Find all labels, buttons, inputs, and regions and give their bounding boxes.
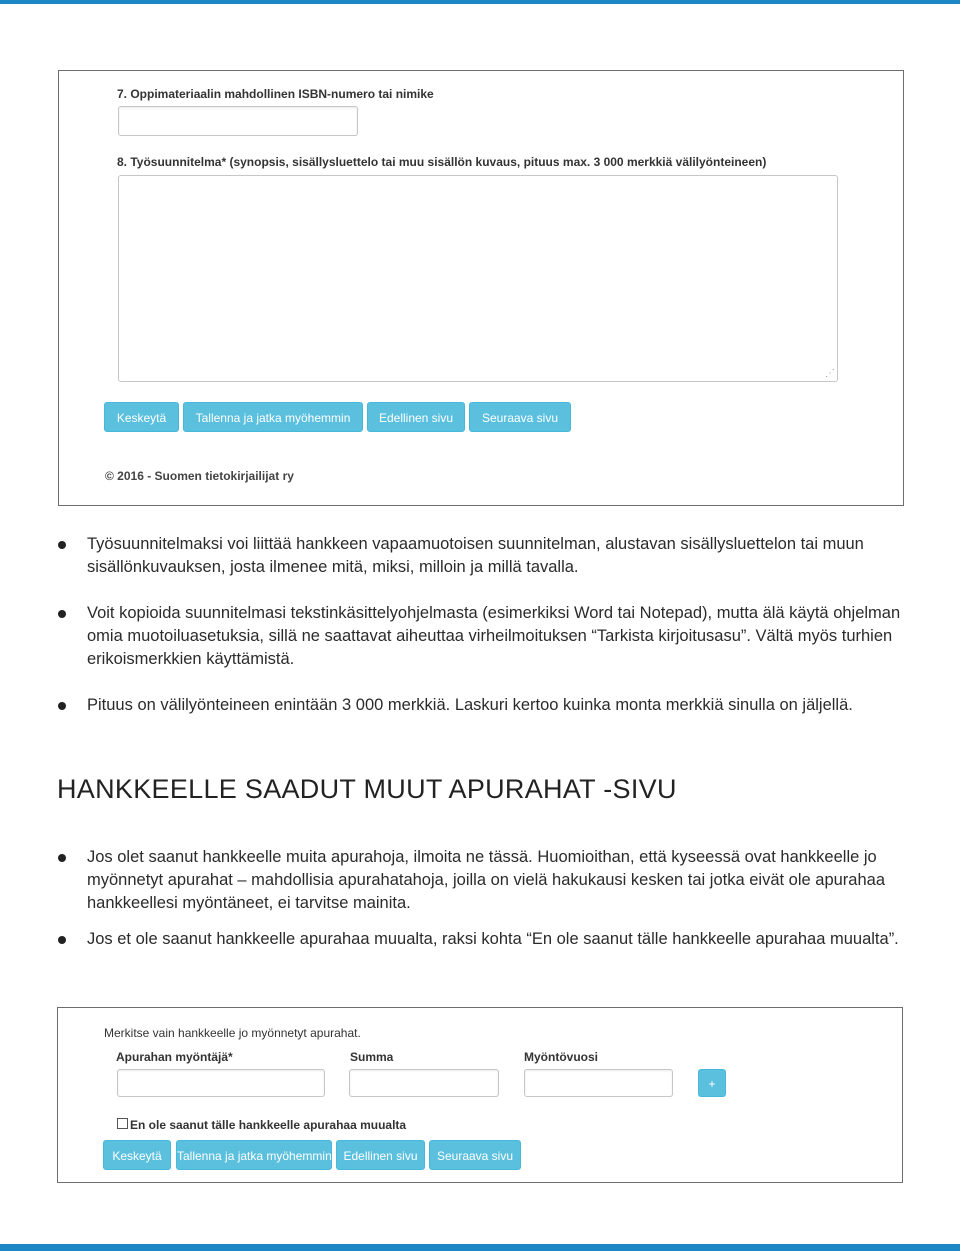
list-item: Työsuunnitelmaksi voi liittää hankkeen vapaamuotoisen suunnitelman, alustavan sisällysluettelon tai muun sisällönkuvauksen, josta ilmenee mitä, miksi, milloin ja millä tavalla. [58, 533, 918, 579]
year-input[interactable] [524, 1069, 673, 1097]
cancel-button[interactable]: Keskeytä [103, 1140, 171, 1170]
list-item: Jos et ole saanut hankkeelle apurahaa muualta, raksi kohta “En ole saanut tälle hankkeelle apurahaa muualta”. [58, 928, 918, 951]
bullet-icon [58, 610, 66, 618]
work-plan-label: 8. Työsuunnitelma* (synopsis, sisällysluettelo tai muu sisällön kuvaus, pituus max. 3 000 merkkiä välilyönteineen) [117, 155, 767, 169]
top-accent-bar [0, 0, 960, 4]
form-screenshot-other-grants [57, 1007, 903, 1183]
form-screenshot-work-plan [58, 70, 904, 506]
list-item: Pituus on välilyönteineen enintään 3 000 merkkiä. Laskuri kertoo kuinka monta merkkiä sinulla on jäljellä. [58, 694, 918, 717]
amount-label: Summa [350, 1050, 394, 1064]
next-page-button[interactable]: Seuraava sivu [469, 402, 571, 432]
isbn-input[interactable] [118, 106, 358, 136]
list-item: Voit kopioida suunnitelmasi tekstinkäsittelyohjelmasta (esimerkiksi Word tai Notepad), mutta älä käytä ohjelman omia muotoiluasetuksia, sillä ne saattavat aiheuttaa virheilmoituksen “Tarkista kirjoitusasu”. Vältä myös turhien erikoismerkkien käyttämistä. [58, 602, 918, 671]
bullet-icon [58, 702, 66, 710]
bullet-icon [58, 541, 66, 549]
save-continue-later-button[interactable]: Tallenna ja jatka myöhemmin [183, 402, 363, 432]
amount-input[interactable] [349, 1069, 499, 1097]
list-item: Jos olet saanut hankkeelle muita apurahoja, ilmoita ne tässä. Huomioithan, että kyseessä ovat hankkeelle jo myönnetyt apurahat – mahdollisia apurahatahoja, joilla on vielä hakukausi kesken tai jotka eivät ole apurahaa hankkeellesi myöntäneet, ei tarvitse mainita. [58, 846, 918, 915]
copyright-text: © 2016 - Suomen tietokirjailijat ry [105, 469, 294, 483]
grantor-label: Apurahan myöntäjä* [116, 1050, 233, 1064]
no-other-grants-label: En ole saanut tälle hankkeelle apurahaa muualta [130, 1118, 407, 1132]
work-plan-instructions [58, 533, 918, 717]
previous-page-button[interactable]: Edellinen sivu [367, 402, 465, 432]
no-other-grants-checkbox[interactable] [117, 1118, 128, 1129]
resize-grip-icon[interactable]: ⋰ [825, 368, 835, 379]
work-plan-textarea[interactable] [118, 175, 838, 382]
grantor-input[interactable] [117, 1069, 325, 1097]
previous-page-button[interactable]: Edellinen sivu [336, 1140, 425, 1170]
other-grants-instructions [58, 846, 918, 951]
add-grant-button[interactable]: + [698, 1069, 726, 1097]
section-heading: HANKKEELLE SAADUT MUUT APURAHAT -SIVU [57, 774, 677, 804]
year-label: Myöntövuosi [524, 1050, 598, 1064]
bullet-icon [58, 854, 66, 862]
save-continue-later-button[interactable]: Tallenna ja jatka myöhemmin [176, 1140, 332, 1170]
bullet-icon [58, 936, 66, 944]
isbn-label: 7. Oppimateriaalin mahdollinen ISBN-numero tai nimike [117, 87, 434, 101]
grants-instruction: Merkitse vain hankkeelle jo myönnetyt apurahat. [104, 1026, 361, 1040]
bottom-accent-bar [0, 1244, 960, 1251]
cancel-button[interactable]: Keskeytä [104, 402, 179, 432]
next-page-button[interactable]: Seuraava sivu [429, 1140, 521, 1170]
